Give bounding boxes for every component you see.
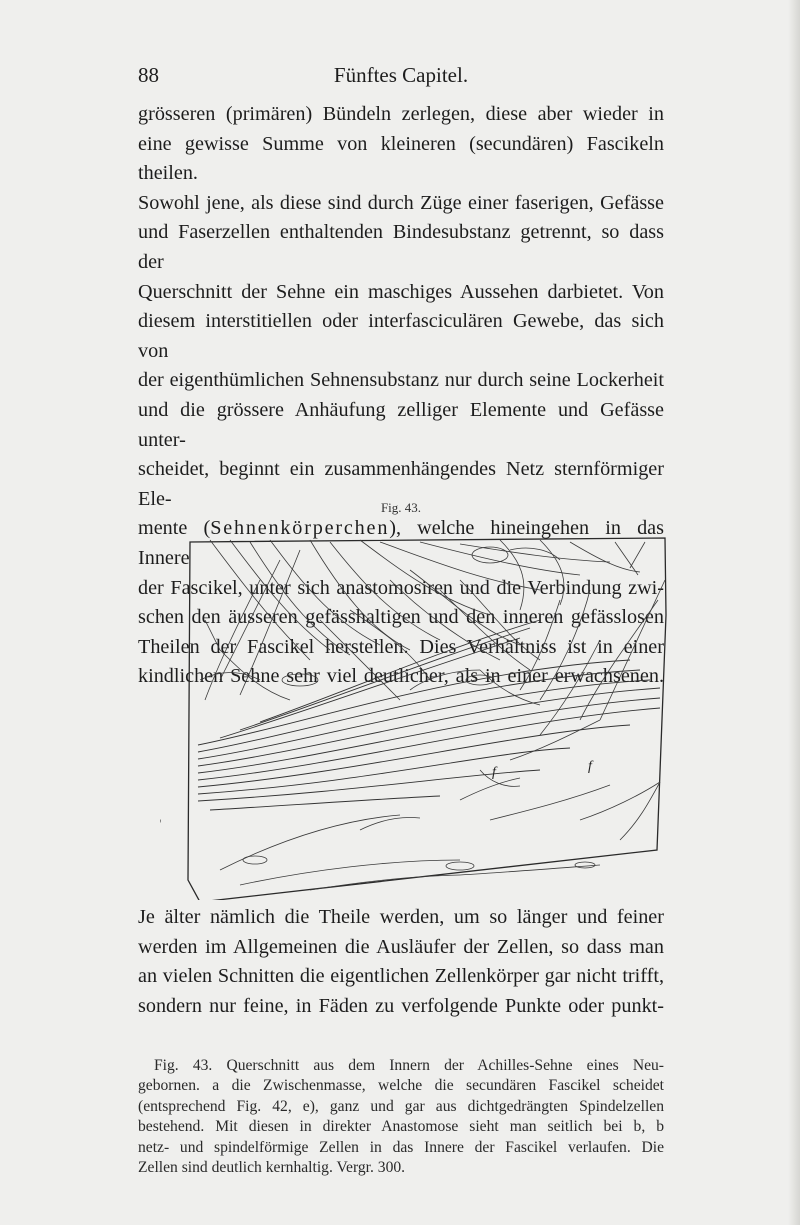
upper-fibres	[200, 540, 665, 735]
text-line: werden im Allgemeinen die Ausläufer der Zellen, so dass man	[138, 935, 664, 958]
caption-line: gebornen. a die Zwischenmasse, welche die secundären Fascikel scheidet	[138, 1077, 664, 1095]
text-line: Querschnitt der Sehne ein maschiges Aussehen darbietet. Von	[138, 280, 664, 303]
caption-line: Fig. 43. Querschnitt aus dem Innern der Achilles-Sehne eines Neu-	[154, 1057, 664, 1074]
text-line: grösseren (primären) Bündeln zerlegen, diese aber wieder in	[138, 103, 664, 125]
text-line: scheidet, beginnt ein zusammenhängendes Netz sternförmiger Ele-	[138, 458, 664, 510]
figure-frame	[188, 538, 666, 900]
caption-line: Zellen sind deutlich kernhaltig. Vergr. 300.	[138, 1159, 406, 1177]
running-title: Fünftes Capitel.	[333, 63, 469, 87]
page-header	[138, 63, 664, 93]
caption-line: bestehend. Mit diesen in direkter Anastomose sieht man seitlich bei b, b	[138, 1118, 664, 1136]
text-line: der eigenthümlichen Sehnensubstanz nur durch seine Lockerheit	[138, 369, 664, 392]
text-line: und Faserzellen enthaltenden Bindesubstanz getrennt, so dass der	[138, 221, 664, 273]
text-line: Je älter nämlich die Theile werden, um so länger und feiner	[138, 906, 664, 928]
text-line: kindlichen Sehne sehr viel deutlicher, als in einer erwachsenen.	[138, 665, 664, 688]
text-line: Sowohl jene, als diese sind durch Züge einer faserigen, Gefässe	[138, 191, 664, 214]
text-line: an vielen Schnitten die eigentlichen Zellenkörper gar nicht trifft,	[138, 965, 664, 988]
text-line: schen den äusseren gefässhaltigen und den inneren gefässlosen	[138, 606, 664, 629]
figure-caption	[138, 1056, 664, 1178]
text-line: diesem interstitiellen oder interfasciculären Gewebe, das sich von	[138, 310, 664, 362]
caption-line: netz- und spindelförmige Zellen in das Innere der Fascikel verlaufen. Die	[138, 1138, 664, 1156]
label-b-top	[160, 609, 161, 624]
label-f1: f	[492, 765, 496, 780]
text-fragment: ), welche hineingehen in das Innere	[138, 517, 664, 569]
interstitial-band	[198, 620, 660, 810]
paragraph-mid	[138, 903, 664, 1021]
label-b-bottom	[160, 814, 161, 829]
text-line: und die grössere Anhäufung zelliger Elemente und Gefässe unter-	[138, 398, 664, 451]
figure-label: Fig. 43.	[380, 500, 422, 515]
text-line: eine gewisse Summe von kleineren (secundären) Fascikeln theilen.	[138, 132, 664, 185]
page-edge-shadow	[788, 0, 800, 1225]
figure-illustration	[160, 520, 680, 900]
caption-line: (entsprechend Fig. 42, e), ganz und gar aus dichtgedrängten Spindelzellen	[138, 1097, 664, 1115]
spaced-term: Sehnenkörperchen	[210, 517, 390, 540]
text-line: Theilen der Fascikel herstellen. Dies Verhältniss ist in einer	[138, 635, 664, 658]
label-f2: f	[588, 759, 592, 774]
text-line: sondern nur feine, in Fäden zu verfolgende Punkte oder punkt-	[138, 994, 664, 1017]
text-fragment: mente (	[138, 517, 211, 540]
page-number: 88	[138, 63, 159, 87]
text-line: der Fascikel, unter sich anastomosiren und die Verbindung zwi-	[138, 576, 664, 599]
